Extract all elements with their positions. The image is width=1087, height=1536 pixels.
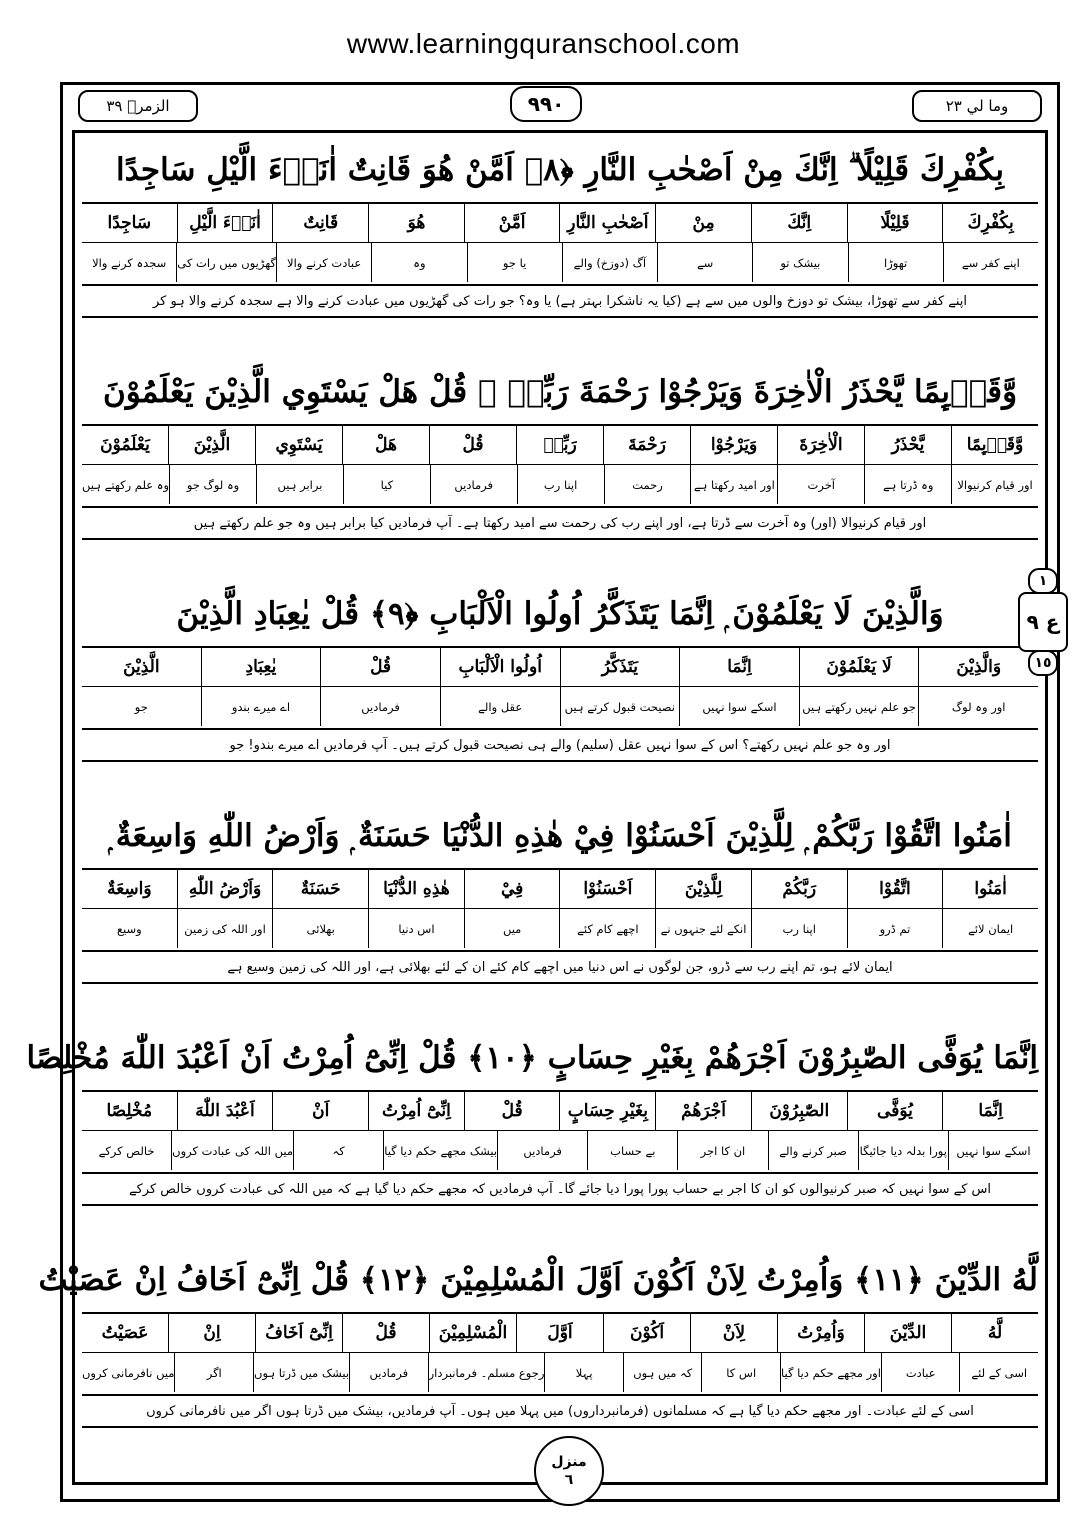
urdu-meaning: انکے لئے جنہوں نے: [655, 909, 751, 948]
urdu-meaning: فرمادیں: [430, 465, 517, 504]
arabic-word: فِيْ: [464, 870, 560, 908]
arabic-word: قَلِيْلًا: [847, 204, 943, 242]
arabic-word: مِنْ: [655, 204, 751, 242]
urdu-meaning: رحمت: [604, 465, 691, 504]
manzil-number: ٦: [564, 1472, 574, 1488]
arabic-word: عَصَيْتُ: [101, 1323, 149, 1343]
arabic-word: الَّذِيْنَ: [168, 426, 255, 464]
manzil-badge: [534, 1436, 604, 1506]
arabic-word: هَلْ: [342, 426, 429, 464]
urdu-meaning: اور اللہ کی زمین: [177, 909, 273, 948]
para-label: وما لي ٢٣: [912, 90, 1042, 122]
arabic-word: قُلْ: [342, 1314, 429, 1352]
urdu-meaning: آخرت: [777, 465, 864, 504]
arabic-word: يَسْتَوِي: [255, 426, 342, 464]
website-url: www.learningquranschool.com: [346, 28, 741, 59]
urdu-meaning: ایمان لائے: [942, 909, 1038, 948]
word-row: [82, 1090, 1038, 1130]
ruku-ain-mark: ع ٩: [1018, 592, 1068, 652]
arabic-word: وَالَّذِيْنَ: [918, 648, 1038, 686]
meaning-row: [82, 686, 1038, 726]
urdu-meaning: گھڑیوں میں رات کی: [176, 243, 276, 282]
verse-line: لَّهُ الدِّيْنَ ﴿١١﴾ وَاُمِرْتُ لِاَنْ اَكُوْنَ اَوَّلَ الْمُسْلِمِيْنَ ﴿١٢﴾ قُلْ اِنِّىْٓ اَخَافُ اِنْ عَصَيْتُ: [38, 1262, 1038, 1298]
urdu-translation: اپنے کفر سے تھوڑا، بیشک تو دوزخ والوں میں سے ہے (کیا یہ ناشکرا بہتر ہے) یا وہ؟ جو رات کی گھڑیوں میں عبادت کرنے والا ہے سجدہ کرنے والا ہو کر: [82, 284, 1038, 318]
arabic-word: اِنِّىْٓ اُمِرْتُ: [368, 1092, 464, 1130]
urdu-meaning: اور امید رکھتا ہے: [690, 465, 777, 504]
arabic-word: حَسَنَةٌ: [272, 870, 368, 908]
urdu-meaning: بھلائی: [272, 909, 368, 948]
urdu-meaning: اے میرے بندو: [201, 687, 321, 726]
arabic-word: لِلَّذِيْنَ: [655, 870, 751, 908]
ruku-top-mark: ١: [1028, 568, 1058, 594]
urdu-meaning: یا جو: [467, 243, 562, 282]
arabic-word: اِنَّمَا: [679, 648, 799, 686]
urdu-meaning: میں نافرمانی کروں: [81, 1365, 175, 1380]
urdu-meaning: عبادت کرنے والا: [276, 243, 371, 282]
arabic-word: يَتَذَكَّرُ: [560, 648, 680, 686]
arabic-word: رَحْمَةَ: [603, 426, 690, 464]
arabic-word: مُخْلِصًا: [106, 1101, 153, 1121]
arabic-word: بِكُفْرِكَ: [942, 204, 1038, 242]
urdu-meaning: آگ (دوزخ) والے: [562, 243, 657, 282]
arabic-word: رَبِّهٖ: [516, 426, 603, 464]
verse-line: وَّقَاۗىِٕمًا يَّحْذَرُ الْاٰخِرَةَ وَيَرْجُوْا رَحْمَةَ رَبِّهٖ ۭ قُلْ هَلْ يَسْتَوِي الَّذِيْنَ يَعْلَمُوْنَ: [102, 374, 1018, 410]
urdu-meaning: میں اللہ کی عبادت کروں: [171, 1131, 293, 1170]
urdu-meaning: وہ ڈرتا ہے: [864, 465, 951, 504]
arabic-word: قَانِتٌ: [272, 204, 368, 242]
arabic-word: اَنْ: [272, 1092, 368, 1130]
arabic-word: اِنْ: [168, 1314, 255, 1352]
urdu-meaning: اسکے سوا نہیں: [679, 687, 799, 726]
urdu-translation: اسی کے لئے عبادت۔ اور مجھے حکم دیا گیا ہے کہ مسلمانوں (فرمانبرداروں) میں پہلا میں ہوں۔ آپ فرمادیں، بیشک میں ڈرتا ہوں اگر میں نافرمانی کروں: [82, 1394, 1038, 1428]
arabic-word: رَبَّكُمْ: [751, 870, 847, 908]
urdu-meaning: بیشک میں ڈرتا ہوں: [253, 1353, 349, 1392]
arabic-word: اَوَّلَ: [516, 1314, 603, 1352]
urdu-meaning: رجوع مسلم۔ فرمانبردار: [428, 1353, 545, 1392]
urdu-meaning: اپنا رب: [751, 909, 847, 948]
urdu-translation: اور قیام کرنیوالا (اور) وہ آخرت سے ڈرتا ہے، اور اپنے رب کی رحمت سے امید رکھتا ہے۔ آپ فرمادیں کیا برابر ہیں وہ جو علم رکھتے ہیں: [82, 506, 1038, 540]
verse-line: اِنَّمَا يُوَفَّى الصّٰبِرُوْنَ اَجْرَهُمْ بِغَيْرِ حِسَابٍ ﴿١٠﴾ قُلْ اِنِّىْٓ اُمِرْتُ اَنْ اَعْبُدَ اللّٰهَ مُخْلِصًا: [26, 1040, 1038, 1076]
page-number: ٩٩٠: [510, 86, 582, 122]
urdu-meaning: اور وہ لوگ: [918, 687, 1038, 726]
urdu-meaning: پہلا: [544, 1353, 623, 1392]
arabic-word: اَكُوْنَ: [603, 1314, 690, 1352]
arabic-word: يَعْلَمُوْنَ: [100, 435, 150, 455]
urdu-meaning: اپنا رب: [517, 465, 604, 504]
urdu-meaning: خالص کرکے: [98, 1143, 155, 1158]
urdu-meaning: بیشک مجھے حکم دیا گیا: [383, 1131, 497, 1170]
arabic-word: اِنَّكَ: [751, 204, 847, 242]
urdu-translation: اس کے سوا نہیں کہ صبر کرنیوالوں کو ان کا اجر بے حساب پورا پورا دیا جائے گا۔ آپ فرمادیں کہ مجھے حکم دیا گیا ہے کہ میں اللہ کی عبادت کروں خالص کرکے: [82, 1172, 1038, 1206]
meaning-row: [82, 1352, 1038, 1392]
urdu-meaning: اور مجھے حکم دیا گیا: [780, 1353, 881, 1392]
urdu-meaning: اور قیام کرنیوالا: [951, 465, 1038, 504]
arabic-word: اَحْسَنُوْا: [559, 870, 655, 908]
urdu-meaning: اسکے سوا نہیں: [948, 1131, 1038, 1170]
urdu-meaning: جو علم نہیں رکھتے ہیں: [799, 687, 919, 726]
meaning-row: [82, 908, 1038, 948]
urdu-meaning: اچھے کام کئے: [559, 909, 655, 948]
urdu-meaning: کیا: [343, 465, 430, 504]
urdu-meaning: بیشک تو: [752, 243, 847, 282]
arabic-word: يُوَفَّى: [847, 1092, 943, 1130]
urdu-meaning: سجدہ کرنے والا: [92, 255, 167, 270]
urdu-meaning: صبر کرنے والے: [768, 1131, 858, 1170]
urdu-meaning: عقل والے: [440, 687, 560, 726]
urdu-meaning: اپنے کفر سے: [943, 243, 1038, 282]
arabic-word: وَاسِعَةٌ: [107, 879, 152, 899]
urdu-meaning: اگر: [174, 1353, 253, 1392]
urdu-meaning: وہ علم رکھتے ہیں: [82, 477, 170, 492]
urdu-meaning: وہ: [371, 243, 466, 282]
word-row: [82, 868, 1038, 908]
meaning-row: [82, 464, 1038, 504]
word-row: [82, 202, 1038, 242]
arabic-word: اِنِّىْٓ اَخَافُ: [255, 1314, 342, 1352]
arabic-word: اَعْبُدَ اللّٰهَ: [177, 1092, 273, 1130]
arabic-word: وَّقَاۗىِٕمًا: [951, 426, 1038, 464]
arabic-word: اُولُوا الْاَلْبَابِ: [440, 648, 560, 686]
ruku-bottom-mark: ١٥: [1028, 650, 1058, 676]
urdu-translation: ایمان لائے ہو، تم اپنے رب سے ڈرو، جن لوگوں نے اس دنیا میں اچھے کام کئے ان کے لئے بھلائی ہے، اور اللہ کی زمین وسیع ہے: [82, 950, 1038, 984]
surah-label: الزمرٖ ٣٩: [78, 90, 198, 122]
urdu-meaning: بے حساب: [587, 1131, 677, 1170]
urdu-meaning: وسیع: [116, 921, 142, 936]
arabic-word: يٰعِبَادِ: [201, 648, 321, 686]
word-row: [82, 646, 1038, 686]
urdu-meaning: سے: [657, 243, 752, 282]
arabic-word: لِاَنْ: [690, 1314, 777, 1352]
arabic-word: قُلْ: [429, 426, 516, 464]
urdu-meaning: اس دنیا: [368, 909, 464, 948]
arabic-word: اَجْرَهُمْ: [655, 1092, 751, 1130]
urdu-meaning: فرمادیں: [320, 687, 440, 726]
arabic-word: الْمُسْلِمِيْنَ: [429, 1314, 516, 1352]
verse-line: بِكُفْرِكَ قَلِيْلًا ۗ اِنَّكَ مِنْ اَصْحٰبِ النَّارِ ﴿٨﴾ اَمَّنْ هُوَ قَانِتٌ اٰنَاۗءَ الَّيْلِ سَاجِدًا: [116, 152, 1004, 188]
arabic-word: هٰذِهِ الدُّنْيَا: [368, 870, 464, 908]
arabic-word: اِنَّمَا: [942, 1092, 1038, 1130]
arabic-word: اَصْحٰبِ النَّارِ: [559, 204, 655, 242]
arabic-word: بِغَيْرِ حِسَابٍ: [559, 1092, 655, 1130]
arabic-word: قُلْ: [320, 648, 440, 686]
urdu-meaning: ان کا اجر: [677, 1131, 767, 1170]
urdu-translation: اور وہ جو علم نہیں رکھتے؟ اس کے سوا نہیں عقل (سلیم) والے ہی نصیحت قبول کرتے ہیں۔ آپ فرمادیں اے میرے بندو! جو: [82, 728, 1038, 762]
urdu-meaning: کہ: [293, 1131, 383, 1170]
urdu-meaning: پورا بدلہ دیا جائیگا: [858, 1131, 948, 1170]
arabic-word: سَاجِدًا: [107, 213, 152, 233]
verse-line: اٰمَنُوا اتَّقُوْا رَبَّكُمْ ۭ لِلَّذِيْنَ اَحْسَنُوْا فِيْ هٰذِهِ الدُّنْيَا حَسَنَةٌ ۭ وَاَرْضُ اللّٰهِ وَاسِعَةٌ ۭ: [108, 818, 1012, 854]
arabic-word: اٰنَاۗءَ الَّيْلِ: [177, 204, 273, 242]
urdu-meaning: برابر ہیں: [256, 465, 343, 504]
urdu-meaning: فرمادیں: [349, 1353, 428, 1392]
word-row: [82, 424, 1038, 464]
arabic-word: يَّحْذَرُ: [864, 426, 951, 464]
urdu-meaning: وہ لوگ جو: [169, 465, 256, 504]
arabic-word: اٰمَنُوا: [942, 870, 1038, 908]
arabic-word: الدِّيْنَ: [864, 1314, 951, 1352]
arabic-word: الَّذِيْنَ: [123, 657, 160, 677]
arabic-word: الْاٰخِرَةَ: [777, 426, 864, 464]
urdu-meaning: تم ڈرو: [847, 909, 943, 948]
urdu-meaning: عبادت: [881, 1353, 960, 1392]
meaning-row: [82, 242, 1038, 282]
arabic-word: اتَّقُوْا: [847, 870, 943, 908]
urdu-meaning: کہ میں ہوں: [623, 1353, 702, 1392]
urdu-meaning: اسی کے لئے: [959, 1353, 1038, 1392]
arabic-word: وَيَرْجُوْا: [690, 426, 777, 464]
urdu-meaning: نصیحت قبول کرتے ہیں: [560, 687, 680, 726]
verse-line: وَالَّذِيْنَ لَا يَعْلَمُوْنَ ۭ اِنَّمَا يَتَذَكَّرُ اُولُوا الْاَلْبَابِ ﴿٩﴾ قُلْ يٰعِبَادِ الَّذِيْنَ: [176, 596, 944, 632]
manzil-label: منزل: [551, 1454, 587, 1470]
arabic-word: لَّهُ: [951, 1314, 1038, 1352]
arabic-word: اَمَّنْ: [464, 204, 560, 242]
arabic-word: وَاَرْضُ اللّٰهِ: [177, 870, 273, 908]
arabic-word: لَا يَعْلَمُوْنَ: [799, 648, 919, 686]
urdu-meaning: اس کا: [701, 1353, 780, 1392]
word-row: [82, 1312, 1038, 1352]
urdu-meaning: جو: [134, 699, 148, 714]
arabic-word: قُلْ: [464, 1092, 560, 1130]
urdu-meaning: فرمادیں: [497, 1131, 587, 1170]
arabic-word: هُوَ: [368, 204, 464, 242]
arabic-word: وَاُمِرْتُ: [777, 1314, 864, 1352]
arabic-word: الصّٰبِرُوْنَ: [751, 1092, 847, 1130]
meaning-row: [82, 1130, 1038, 1170]
urdu-meaning: تھوڑا: [848, 243, 943, 282]
urdu-meaning: میں: [464, 909, 560, 948]
